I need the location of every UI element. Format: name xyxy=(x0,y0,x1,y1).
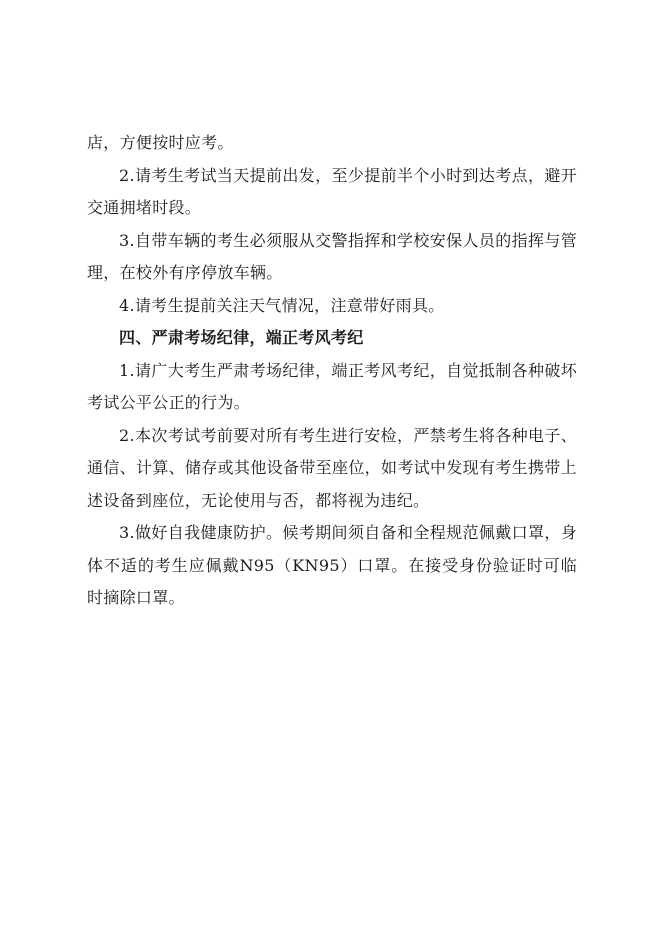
list-item-weather: 4.请考生提前关注天气情况，注意带好雨具。 xyxy=(119,295,445,315)
list-item-exam-discipline: 1.请广大考生严肃考场纪律，端正考风考纪，自觉抵制各种破坏考试公平公正的行为。 xyxy=(87,360,577,412)
section-heading-discipline: 四、严肃考场纪律，端正考风考纪 xyxy=(119,328,364,347)
list-item-health-protection: 3.做好自我健康防护。候考期间须自备和全程规范佩戴口罩，身体不适的考生应佩戴N95（KN95）口罩。在接受身份验证时可临时摘除口罩。 xyxy=(87,523,577,607)
paragraph-continuation: 店，方便按时应考。 xyxy=(87,133,234,152)
list-item-security-check: 2.本次考试考前要对所有考生进行安检，严禁考生将各种电子、通信、计算、储存或其他设备带至座位，如考试中发现有考生携带上述设备到座位，无论使用与否，都将视为违纪。 xyxy=(87,425,577,510)
list-item-arrival-time: 2.请考生考试当天提前出发，至少提前半个小时到达考点，避开交通拥堵时段。 xyxy=(87,165,577,217)
document-body xyxy=(87,127,577,615)
list-item-vehicle-parking: 3.自带车辆的考生必须服从交警指挥和学校安保人员的指挥与管理，在校外有序停放车辆。 xyxy=(87,230,577,282)
